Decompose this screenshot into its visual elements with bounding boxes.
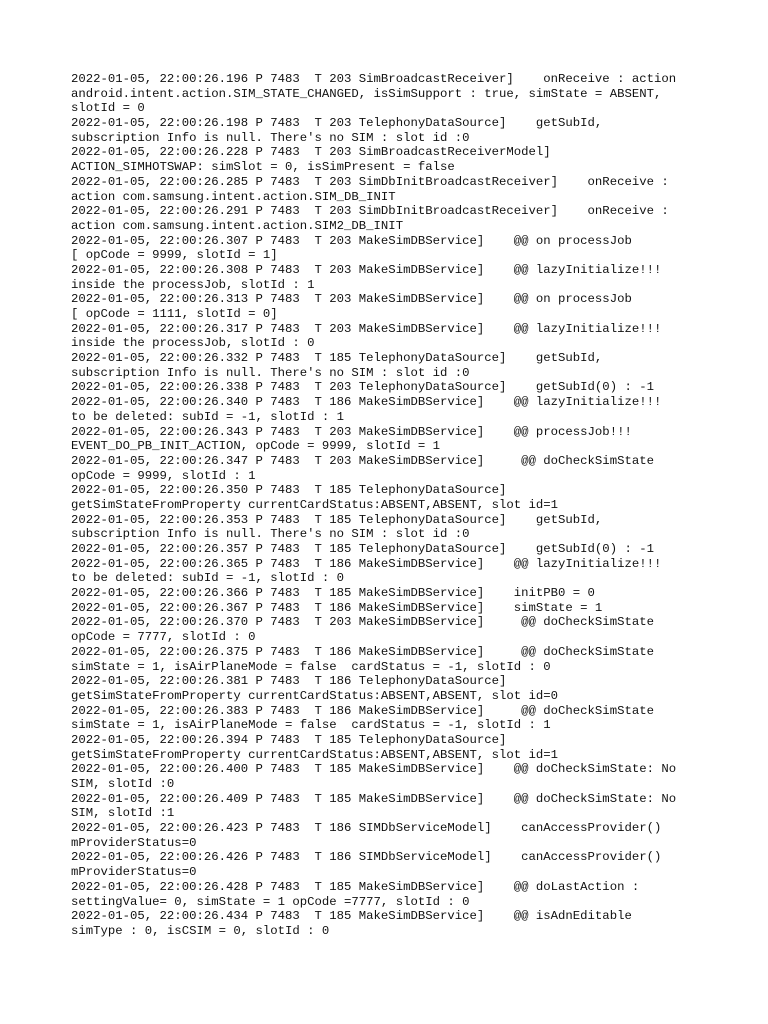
log-line: 2022-01-05, 22:00:26.198 P 7483 T 203 TelephonyDataSource] getSubId, [71,116,603,131]
log-line: inside the processJob, slotId : 0 [71,336,315,351]
log-line: 2022-01-05, 22:00:26.400 P 7483 T 185 MakeSimDBService] @@ doCheckSimState: No [71,762,677,777]
log-line: 2022-01-05, 22:00:26.394 P 7483 T 185 TelephonyDataSource] [71,732,507,747]
log-line: 2022-01-05, 22:00:26.317 P 7483 T 203 MakeSimDBService] @@ lazyInitialize!!! [71,321,662,336]
log-line: action com.samsung.intent.action.SIM2_DB_INIT [71,218,404,233]
log-line: action com.samsung.intent.action.SIM_DB_INIT [71,189,396,204]
log-line: simState = 1, isAirPlaneMode = false cardStatus = -1, slotId : 0 [71,659,551,674]
log-line: 2022-01-05, 22:00:26.365 P 7483 T 186 MakeSimDBService] @@ lazyInitialize!!! [71,556,662,571]
log-line: android.intent.action.SIM_STATE_CHANGED, isSimSupport : true, simState = ABSENT, [71,86,662,101]
log-line: 2022-01-05, 22:00:26.308 P 7483 T 203 MakeSimDBService] @@ lazyInitialize!!! [71,262,662,277]
log-line: subscription Info is null. There's no SIM : slot id :0 [71,130,470,145]
log-line: slotId = 0 [71,101,145,116]
log-line: settingValue= 0, simState = 1 opCode =7777, slotId : 0 [71,894,470,909]
log-line: SIM, slotId :0 [71,777,175,791]
log-line: 2022-01-05, 22:00:26.366 P 7483 T 185 MakeSimDBService] initPB0 = 0 [71,586,595,601]
log-line: 2022-01-05, 22:00:26.370 P 7483 T 203 MakeSimDBService] @@ doCheckSimState [71,615,654,630]
log-line: 2022-01-05, 22:00:26.338 P 7483 T 203 TelephonyDataSource] getSubId(0) : -1 [71,380,654,395]
log-line: 2022-01-05, 22:00:26.375 P 7483 T 186 MakeSimDBService] @@ doCheckSimState [71,644,654,659]
log-line: simState = 1, isAirPlaneMode = false cardStatus = -1, slotId : 1 [71,718,551,733]
log-line: opCode = 9999, slotId : 1 [71,468,256,483]
log-line: 2022-01-05, 22:00:26.340 P 7483 T 186 MakeSimDBService] @@ lazyInitialize!!! [71,395,662,410]
log-line: 2022-01-05, 22:00:26.291 P 7483 T 203 SimDbInitBroadcastReceiver] onReceive : [71,204,669,219]
log-line: 2022-01-05, 22:00:26.347 P 7483 T 203 MakeSimDBService] @@ doCheckSimState [71,453,654,468]
log-line: 2022-01-05, 22:00:26.350 P 7483 T 185 TelephonyDataSource] [71,483,507,498]
log-line: 2022-01-05, 22:00:26.434 P 7483 T 185 MakeSimDBService] @@ isAdnEditable [71,909,632,924]
log-line: 2022-01-05, 22:00:26.313 P 7483 T 203 MakeSimDBService] @@ on processJob [71,292,632,307]
log-line: [ opCode = 1111, slotId = 0] [71,307,278,321]
log-line: 2022-01-05, 22:00:26.332 P 7483 T 185 TelephonyDataSource] getSubId, [71,351,603,366]
log-line: 2022-01-05, 22:00:26.423 P 7483 T 186 SIMDbServiceModel] canAccessProvider() [71,821,662,836]
log-line: 2022-01-05, 22:00:26.428 P 7483 T 185 MakeSimDBService] @@ doLastAction : [71,879,640,894]
log-line: mProviderStatus=0 [71,835,197,850]
log-line: 2022-01-05, 22:00:26.409 P 7483 T 185 MakeSimDBService] @@ doCheckSimState: No [71,791,677,806]
log-line: 2022-01-05, 22:00:26.307 P 7483 T 203 MakeSimDBService] @@ on processJob [71,233,632,248]
log-line: inside the processJob, slotId : 1 [71,277,315,292]
log-line: getSimStateFromProperty currentCardStatus:ABSENT,ABSENT, slot id=1 [71,497,559,512]
log-line: 2022-01-05, 22:00:26.426 P 7483 T 186 SIMDbServiceModel] canAccessProvider() [71,850,662,865]
log-line: 2022-01-05, 22:00:26.196 P 7483 T 203 SimBroadcastReceiver] onReceive : action [71,72,677,86]
log-line: subscription Info is null. There's no SIM : slot id :0 [71,365,470,380]
log-line: 2022-01-05, 22:00:26.228 P 7483 T 203 SimBroadcastReceiverModel] [71,145,551,160]
log-line: [ opCode = 9999, slotId = 1] [71,248,278,263]
log-line: to be deleted: subId = -1, slotId : 0 [71,571,345,586]
log-text-block [71,72,711,939]
log-line: 2022-01-05, 22:00:26.285 P 7483 T 203 SimDbInitBroadcastReceiver] onReceive : [71,174,669,189]
log-line: SIM, slotId :1 [71,806,175,821]
log-line: getSimStateFromProperty currentCardStatus:ABSENT,ABSENT, slot id=0 [71,688,559,703]
log-line: EVENT_DO_PB_INIT_ACTION, opCode = 9999, slotId = 1 [71,439,440,454]
log-line: mProviderStatus=0 [71,865,197,880]
log-line: ACTION_SIMHOTSWAP: simSlot = 0, isSimPresent = false [71,160,455,175]
log-line: 2022-01-05, 22:00:26.357 P 7483 T 185 TelephonyDataSource] getSubId(0) : -1 [71,542,654,556]
log-line: 2022-01-05, 22:00:26.343 P 7483 T 203 MakeSimDBService] @@ processJob!!! [71,424,632,439]
log-line: 2022-01-05, 22:00:26.353 P 7483 T 185 TelephonyDataSource] getSubId, [71,512,603,527]
log-line: 2022-01-05, 22:00:26.367 P 7483 T 186 MakeSimDBService] simState = 1 [71,600,603,615]
log-line: to be deleted: subId = -1, slotId : 1 [71,409,345,424]
log-line: opCode = 7777, slotId : 0 [71,630,256,645]
log-line: subscription Info is null. There's no SIM : slot id :0 [71,527,470,542]
log-line: 2022-01-05, 22:00:26.381 P 7483 T 186 TelephonyDataSource] [71,674,507,689]
log-line: 2022-01-05, 22:00:26.383 P 7483 T 186 MakeSimDBService] @@ doCheckSimState [71,703,654,718]
log-line: simType : 0, isCSIM = 0, slotId : 0 [71,923,330,938]
log-line: getSimStateFromProperty currentCardStatus:ABSENT,ABSENT, slot id=1 [71,747,559,762]
